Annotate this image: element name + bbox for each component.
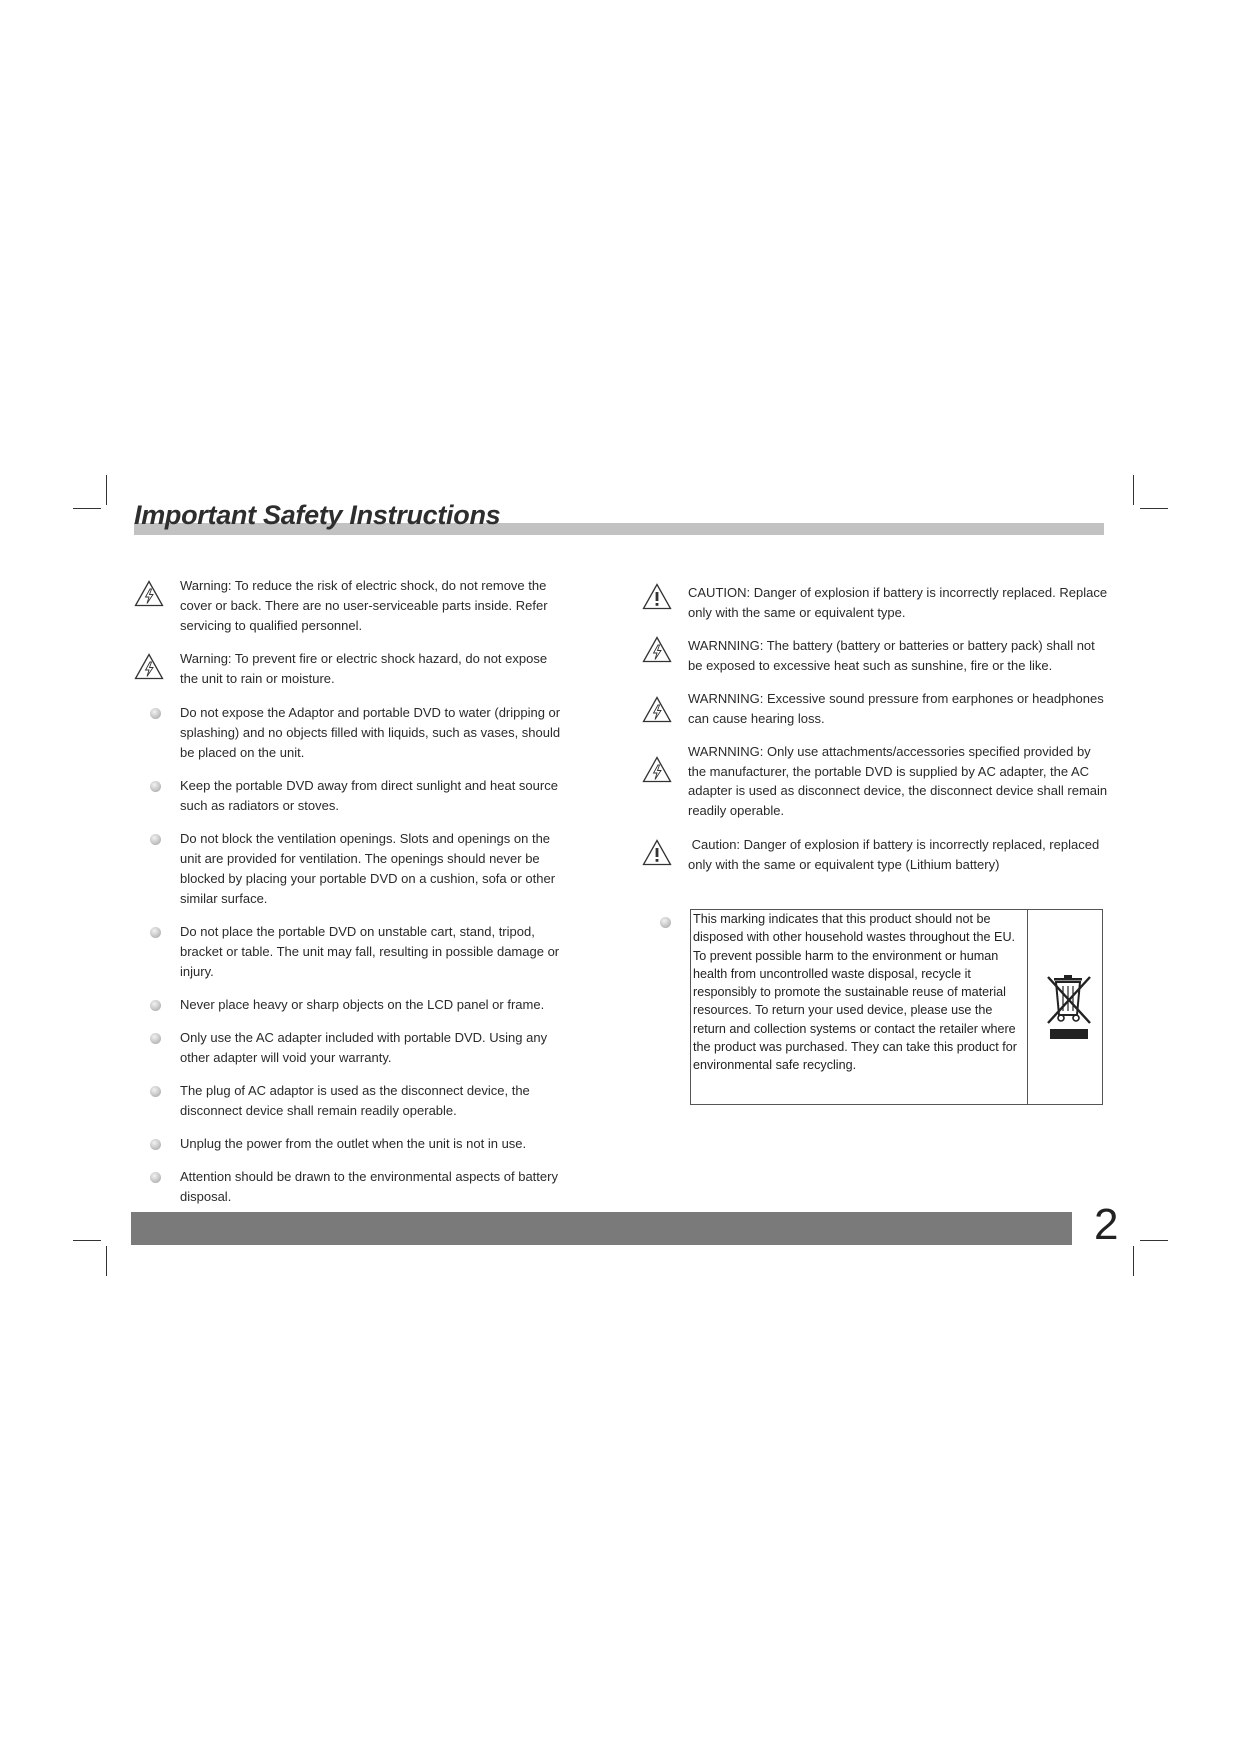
crop-mark bbox=[1140, 508, 1168, 509]
page-number: 2 bbox=[1094, 1200, 1119, 1249]
crop-mark bbox=[1133, 1246, 1134, 1276]
crop-mark bbox=[1140, 1240, 1168, 1241]
electric-shock-warning-icon bbox=[642, 696, 672, 729]
bullet-icon bbox=[660, 917, 671, 928]
bullet-icon bbox=[150, 1139, 161, 1150]
bullet-icon bbox=[150, 1033, 161, 1044]
weee-notice-text: This marking indicates that this product should not be disposed with other household wastes throughout the EU. To prevent possible harm to the environment or human health from uncontrolled waste disposal, recycle it responsibly to promote the sustainable reuse of material resources. To return your used device, please use the return and collection systems or contact the retailer where the product was purchased. They can take this product for environmental safe recycling. bbox=[693, 912, 1017, 1073]
crop-mark bbox=[1133, 475, 1134, 505]
footer-bar bbox=[131, 1212, 1072, 1245]
bullet-icon bbox=[150, 927, 161, 938]
crop-mark bbox=[73, 508, 101, 509]
bullet-icon bbox=[150, 1172, 161, 1183]
electric-shock-warning-icon bbox=[134, 580, 164, 613]
crop-mark bbox=[106, 475, 107, 505]
bullet-icon bbox=[150, 834, 161, 845]
exclamation-warning-icon bbox=[642, 583, 672, 616]
crop-mark bbox=[106, 1246, 107, 1276]
page-title: Important Safety Instructions bbox=[134, 500, 501, 530]
electric-shock-warning-icon bbox=[642, 636, 672, 669]
electric-shock-warning-icon bbox=[134, 653, 164, 686]
bullet-icon bbox=[150, 708, 161, 719]
crop-mark bbox=[73, 1240, 101, 1241]
divider bbox=[1027, 910, 1028, 1104]
exclamation-warning-icon bbox=[642, 839, 672, 872]
bullet-icon bbox=[150, 1000, 161, 1011]
electric-shock-warning-icon bbox=[642, 756, 672, 789]
weee-notice-box bbox=[690, 909, 1103, 1105]
crossed-out-wheelie-bin-icon bbox=[1046, 975, 1094, 1046]
bullet-icon bbox=[150, 1086, 161, 1097]
bullet-icon bbox=[150, 781, 161, 792]
